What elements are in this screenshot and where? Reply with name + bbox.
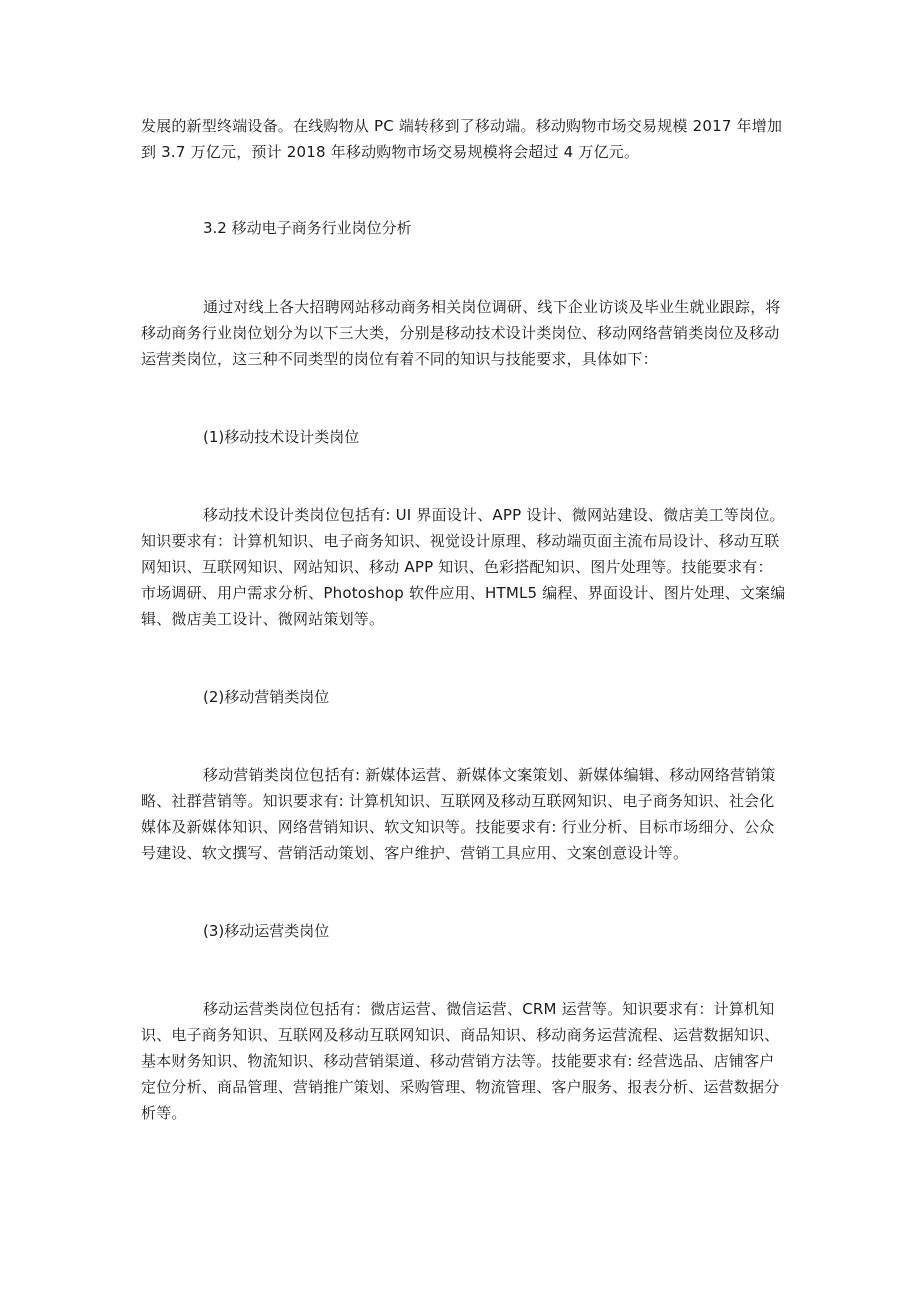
section-3-2-intro-paragraph: 通过对线上各大招聘网站移动商务相关岗位调研、线下企业访谈及毕业生就业跟踪，将移动商务行业岗位划分为以下三大类，分别是移动技术设计类岗位、移动网络营销类岗位及移动运营类岗位，这三种不同类型的岗位有着不同的知识与技能要求，具体如下： bbox=[141, 298, 781, 368]
intro-continuation-paragraph: 发展的新型终端设备。在线购物从 PC 端转移到了移动端。移动购物市场交易规模 2017 年增加到 3.7 万亿元，预计 2018 年移动购物市场交易规模将会超过 4 万亿元。 bbox=[141, 117, 783, 161]
section-3-2-heading: 3.2 移动电子商务行业岗位分析 bbox=[203, 219, 412, 237]
category-2-heading: (2)移动营销类岗位 bbox=[203, 688, 330, 706]
category-1-heading: (1)移动技术设计类岗位 bbox=[203, 428, 360, 446]
category-3-heading: (3)移动运营类岗位 bbox=[203, 922, 330, 940]
category-3-paragraph: 移动运营类岗位包括有：微店运营、微信运营、CRM 运营等。知识要求有：计算机知识、电子商务知识、互联网及移动互联网知识、商品知识、移动商务运营流程、运营数据知识、基本财务知识、物流知识、移动营销渠道、移动营销方法等。技能要求有: 经营选品、店铺客户定位分析、商品管理、营销推广策划、采购管理、物流管理、客户服务、报表分析、运营数据分析等。 bbox=[141, 1000, 780, 1122]
category-2-paragraph: 移动营销类岗位包括有: 新媒体运营、新媒体文案策划、新媒体编辑、移动网络营销策略、社群营销等。知识要求有: 计算机知识、互联网及移动互联网知识、电子商务知识、社会化媒体及新媒体知识、网络营销知识、软文知识等。技能要求有: 行业分析、目标市场细分、公众号建设、软文撰写、营销活动策划、客户维护、营销工具应用、文案创意设计等。 bbox=[141, 766, 776, 862]
category-1-paragraph: 移动技术设计类岗位包括有: UI 界面设计、APP 设计、微网站建设、微店美工等岗位。知识要求有：计算机知识、电子商务知识、视觉设计原理、移动端页面主流布局设计、移动互联网知识、互联网知识、网站知识、移动 APP 知识、色彩搭配知识、图片处理等。技能要求有：市场调研、用户需求分析、Photoshop 软件应用、HTML5 编程、界面设计、图片处理、文案编辑、微店美工设计、微网站策划等。 bbox=[141, 506, 786, 628]
